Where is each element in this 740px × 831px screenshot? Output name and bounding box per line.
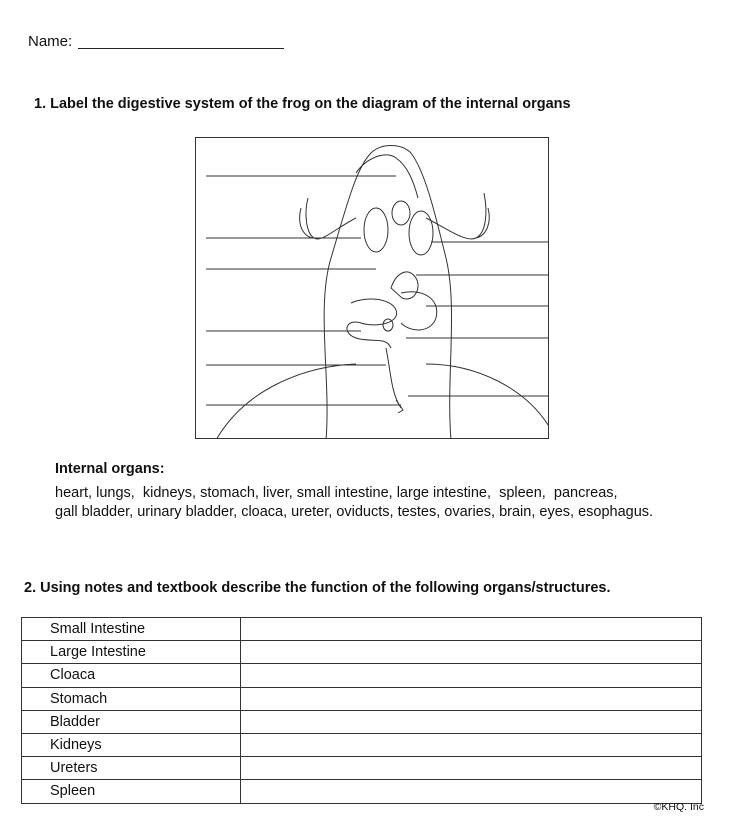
function-cell[interactable] bbox=[241, 664, 702, 687]
frog-leg-outline bbox=[216, 364, 356, 439]
name-blank-line[interactable] bbox=[78, 48, 284, 49]
function-cell[interactable] bbox=[241, 710, 702, 733]
function-cell[interactable] bbox=[241, 757, 702, 780]
question-1: 1. Label the digestive system of the frog on the diagram of the internal organs bbox=[34, 96, 571, 112]
organ-name: Stomach bbox=[22, 687, 241, 710]
organ-name: Cloaca bbox=[22, 664, 241, 687]
function-cell[interactable] bbox=[241, 733, 702, 756]
table-row bbox=[22, 780, 702, 803]
heart bbox=[392, 201, 410, 225]
organ-name: Large Intestine bbox=[22, 641, 241, 664]
table-row bbox=[22, 618, 702, 641]
table-row bbox=[22, 710, 702, 733]
organ-name: Spleen bbox=[22, 780, 241, 803]
table-row bbox=[22, 687, 702, 710]
organ-name: Ureters bbox=[22, 757, 241, 780]
table-row bbox=[22, 641, 702, 664]
function-cell[interactable] bbox=[241, 641, 702, 664]
stomach bbox=[391, 272, 418, 299]
frog-internal-organs-diagram bbox=[195, 137, 549, 439]
small-intestine bbox=[347, 299, 397, 348]
spleen bbox=[383, 319, 393, 331]
internal-organs-list-line-1: heart, lungs, kidneys, stomach, liver, small intestine, large intestine, spleen, pancreas, bbox=[55, 485, 618, 501]
function-cell[interactable] bbox=[241, 618, 702, 641]
right-lung bbox=[409, 211, 433, 255]
copyright-notice: ©KHQ. Inc bbox=[653, 801, 704, 813]
table-row bbox=[22, 757, 702, 780]
table-row bbox=[22, 733, 702, 756]
function-cell[interactable] bbox=[241, 687, 702, 710]
organ-name: Kidneys bbox=[22, 733, 241, 756]
question-2: 2. Using notes and textbook describe the function of the following organs/structures. bbox=[24, 580, 611, 596]
organ-name: Small Intestine bbox=[22, 618, 241, 641]
left-lung bbox=[364, 208, 388, 252]
frog-body-outline bbox=[324, 146, 451, 440]
function-cell[interactable] bbox=[241, 780, 702, 803]
name-label: Name: bbox=[28, 33, 73, 50]
large-intestine bbox=[386, 348, 401, 408]
organ-function-table bbox=[21, 617, 702, 804]
internal-organs-list-line-2: gall bladder, urinary bladder, cloaca, ureter, oviducts, testes, ovaries, brain, eyes, esophagus. bbox=[55, 504, 654, 520]
organ-name: Bladder bbox=[22, 710, 241, 733]
table-row bbox=[22, 664, 702, 687]
internal-organs-title: Internal organs: bbox=[55, 461, 165, 477]
liver bbox=[401, 292, 437, 330]
